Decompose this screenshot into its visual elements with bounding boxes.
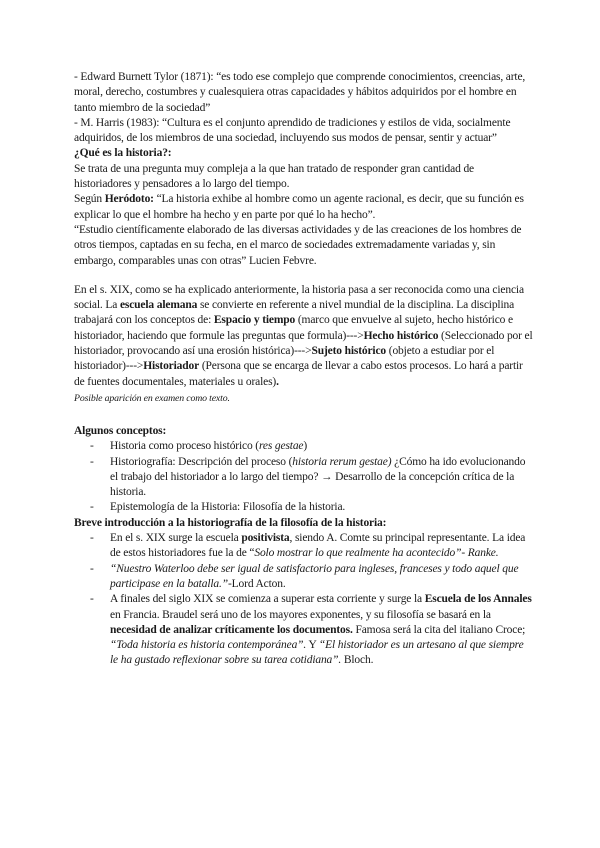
item-text: ) xyxy=(303,440,308,453)
siglo-paragraph xyxy=(74,283,534,390)
historia-intro: Se trata de una pregunta muy compleja a la que han tratado de responder gran cantidad de historiadores y pensadores a lo largo del tiempo. xyxy=(74,162,474,191)
item-text: Historia como proceso histórico ( xyxy=(110,440,259,453)
croce-quote: “Toda historia es historia contemporánea”. xyxy=(110,639,307,652)
sujeto-historico: Sujeto histórico xyxy=(311,345,387,358)
acton-quote: “Nuestro Waterloo debe ser igual de satisfactorio para ingleses, franceses y todo aquel que participase en la batalla.” xyxy=(110,562,519,590)
item-text: A finales del siglo XIX se comienza a superar esta corriente y surge la xyxy=(110,593,425,606)
item-text: Famosa será la cita del italiano Croce; xyxy=(352,623,526,636)
analizar-documentos: necesidad de analizar críticamente los documentos. xyxy=(110,623,353,636)
item-text: -Lord Acton. xyxy=(227,577,286,590)
escuela-alemana: escuela alemana xyxy=(119,299,198,312)
bloch-quote: “El historiador es un artesano al que siempre le ha gustado reflexionar sobre su tarea cotidiana”. xyxy=(110,639,524,667)
breve-heading: Breve introducción a la historiografía de la filosofía de la historia: xyxy=(74,516,387,529)
list-item xyxy=(74,455,534,501)
positivista: positivista xyxy=(241,532,290,545)
siglo-text: (Seleccionado por el historiador, provocando así una erosión histórica)---> xyxy=(74,329,533,358)
harris-quote: - M. Harris (1983): “Cultura es el conjunto aprendido de tradiciones y estilos de vida, socialmente adquiridos, de los miembros de una sociedad, incluyendo sus modos de pensar, sentir y actuar” xyxy=(74,116,511,145)
siglo-text: (objeto a estudiar por el historiador)---> xyxy=(74,345,495,373)
item-text: en Francia. Braudel será uno de los mayores exponentes, y su filosofía se basará en la xyxy=(110,608,491,621)
list-item: - Epistemología de la Historia: Filosofía de la historia. xyxy=(74,500,534,515)
siglo-period: . xyxy=(276,375,279,388)
historiador: Historiador xyxy=(143,360,200,373)
list-item xyxy=(74,562,534,593)
herodoto-paragraph xyxy=(74,192,534,223)
febvre-quote: “Estudio científicamente elaborado de las diversas actividades y de las creaciones de los hombres de otros tiempos, captadas en su fecha, en el marco de sociedades extremadamente variadas y, sin embargo, comparables unas con otras” Lucien Febvre. xyxy=(74,223,522,267)
breve-list xyxy=(74,531,534,669)
siglo-text: En el s. XIX, como se ha explicado anteriormente, la historia pasa a ser reconocida como una ciencia social. La xyxy=(74,283,524,312)
siglo-text: (Persona que se encarga de llevar a cabo estos procesos. Lo hará a partir de fuentes documentales, materiales u orales) xyxy=(74,360,523,388)
siglo-text: se convierte en referente a nivel mundial de la disciplina. La disciplina trabajará con los conceptos de: xyxy=(74,299,515,327)
document-page xyxy=(74,70,534,669)
annales: Escuela de los Annales xyxy=(424,593,532,606)
item-text: Historiografía: Descripción del proceso ( xyxy=(110,455,293,468)
conceptos-list xyxy=(74,439,534,515)
spacer xyxy=(74,269,534,283)
herodoto-quote: “La historia exhibe al hombre como un agente racional, es decir, que su función es explicar lo que el hombre ha hecho y en parte por qué lo ha hecho”. xyxy=(74,193,524,221)
exam-note: Posible aparición en examen como texto. xyxy=(74,392,230,404)
item-text: Bloch. xyxy=(341,654,374,667)
list-item xyxy=(74,531,534,562)
tylor-quote: - Edward Burnett Tylor (1871): “es todo ese complejo que comprende conocimientos, creencias, arte, moral, derecho, costumbres y cualesquiera otras capacidades y hábitos adquiridos por el hombre en tanto miembro de la sociedad” xyxy=(74,71,526,114)
ranke-quote: Solo mostrar lo que realmente ha acontecido”- Ranke. xyxy=(254,547,499,560)
spacer xyxy=(74,406,534,424)
item-text: , siendo A. Comte su principal representante. La idea de estos historiadores fue la de “ xyxy=(110,532,526,560)
herodoto-name: Heródoto: xyxy=(104,193,154,206)
item-text: En el s. XIX surge la escuela xyxy=(110,532,242,545)
espacio-tiempo: Espacio y tiempo xyxy=(213,314,296,327)
conceptos-heading: Algunos conceptos: xyxy=(74,424,167,437)
herodoto-pre: Según xyxy=(74,193,105,206)
historia-heading: ¿Qué es la historia?: xyxy=(74,147,172,160)
list-item xyxy=(74,439,534,454)
item-italic: res gestae xyxy=(259,440,304,453)
item-text: Y xyxy=(306,639,319,652)
item-text: ¿Cómo ha ido evolucionando el trabajo del historiador a lo largo del tiempo? → Desarrollo de la concepción crítica de la historia. xyxy=(110,455,526,499)
siglo-text: (marco que envuelve al sujeto, hecho histórico e historiador, haciendo que formule las preguntas que formula)---> xyxy=(74,314,513,342)
list-item xyxy=(74,592,534,668)
item-italic: historia rerum gestae) xyxy=(292,455,392,468)
hecho-historico: Hecho histórico xyxy=(363,329,439,342)
